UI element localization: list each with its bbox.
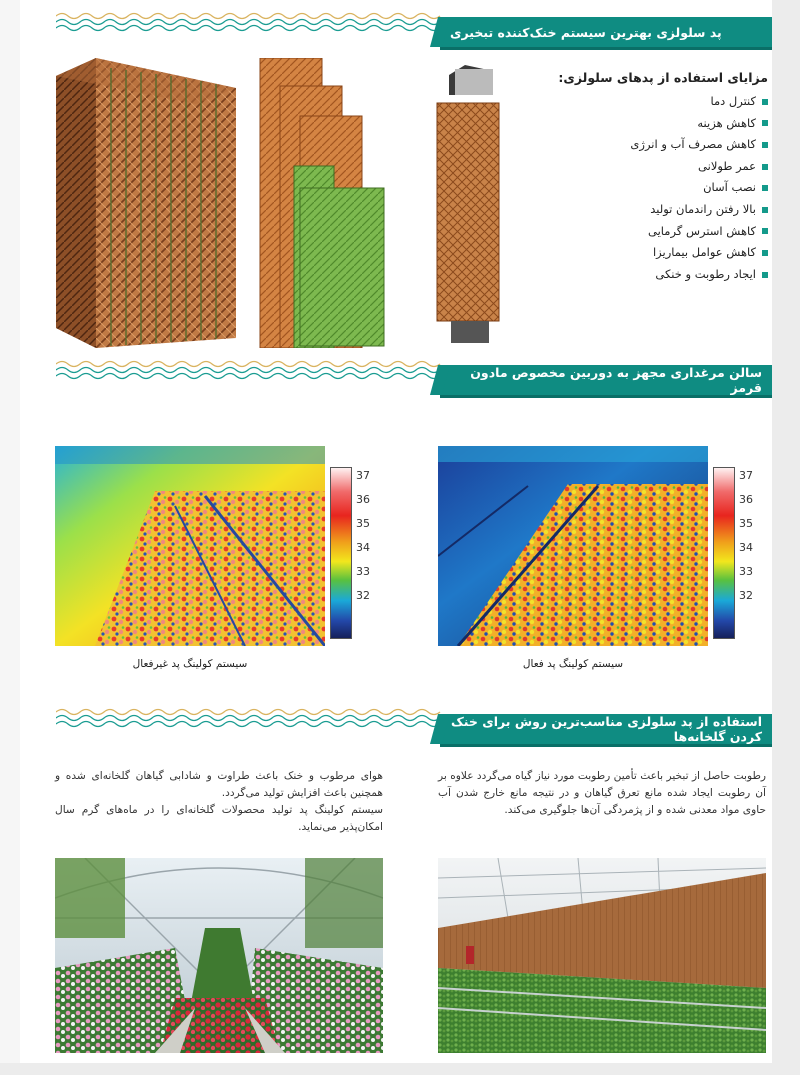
benefit-item: بالا رفتن راندمان تولید	[538, 199, 768, 221]
greenhouse-flowers-photo	[55, 858, 383, 1053]
temperature-scale-bar	[713, 467, 735, 639]
cellulose-pads-stack-image	[258, 58, 388, 348]
thermal-image-pad-active	[438, 446, 708, 646]
bullet-icon	[762, 228, 768, 234]
benefit-item: کاهش عوامل بیماریزا	[538, 242, 768, 264]
benefit-item: کاهش هزینه	[538, 113, 768, 135]
benefit-item: کاهش استرس گرمایی	[538, 221, 768, 243]
benefit-item: ایجاد رطوبت و خنکی	[538, 264, 768, 286]
benefit-item: کاهش مصرف آب و انرژی	[538, 134, 768, 156]
bullet-icon	[762, 207, 768, 213]
decorative-wave	[56, 706, 441, 728]
paragraph-fresh-air: هوای مرطوب و خنک باعث طراوت و شادابی گیاهان گلخانه‌ای شده و همچنین باعث افزایش تولید می‌گردد. سیستم کولینگ پد تولید محصولات گلخانه‌ای را در ماه‌های گرم سال امکان‌پذیر می‌نماید.	[55, 770, 383, 833]
greenhouse-cooling-pad-wall-photo	[438, 858, 766, 1053]
section-title: سالن مرغداری مجهز به دوربین مخصوص مادون قرمز	[470, 365, 762, 395]
section-title: پد سلولزی بهترین سیستم خنک‌کننده تبخیری	[450, 24, 722, 40]
bullet-icon	[762, 272, 768, 278]
decorative-wave	[56, 358, 441, 380]
temperature-scale-labels: 37 36 35 34 33 32	[739, 469, 753, 602]
thermal-caption-active: سیستم کولینگ پد فعال	[522, 658, 624, 670]
paragraph-humidity: رطوبت حاصل از تبخیر باعث تأمین رطوبت مورد نیاز گیاه می‌گردد علاوه بر آن رطوبت ایجاد شده مانع تعرق گیاهان و در نتیجه مانع خارج شدن آب حاوی مواد معدنی شده و از پژمردگی آن‌ها جلوگیری می‌کند.	[438, 770, 766, 816]
section-header-poultry-infrared	[440, 365, 772, 395]
section-title: استفاده از پد سلولزی مناسب‌ترین روش برای خنک کردن گلخانه‌ها	[451, 714, 762, 744]
decorative-wave	[56, 10, 441, 32]
benefits-heading: مزایای استفاده از پدهای سلولزی:	[558, 70, 768, 85]
bullet-icon	[762, 250, 768, 256]
page-right-margin	[772, 0, 800, 1075]
section-header-greenhouse	[440, 714, 772, 744]
benefits-list	[538, 70, 768, 285]
benefit-item: عمر طولانی	[538, 156, 768, 178]
benefit-item: نصب آسان	[538, 177, 768, 199]
bullet-icon	[762, 142, 768, 148]
bullet-icon	[762, 185, 768, 191]
bullet-icon	[762, 164, 768, 170]
page-bottom-margin	[0, 1063, 800, 1075]
page-left-margin	[0, 0, 20, 1075]
temperature-scale-labels: 37 36 35 34 33 32	[356, 469, 370, 602]
bullet-icon	[762, 120, 768, 126]
cellulose-pad-block-image	[56, 58, 236, 348]
thermal-caption-inactive: سیستم کولینگ پد غیرفعال	[132, 658, 248, 670]
thermal-image-pad-inactive	[55, 446, 325, 646]
temperature-scale-bar	[330, 467, 352, 639]
cellulose-pad-column-image	[435, 65, 503, 345]
bullet-icon	[762, 99, 768, 105]
benefit-item: کنترل دما	[538, 91, 768, 113]
section-header-cellulose-pad	[440, 17, 772, 47]
